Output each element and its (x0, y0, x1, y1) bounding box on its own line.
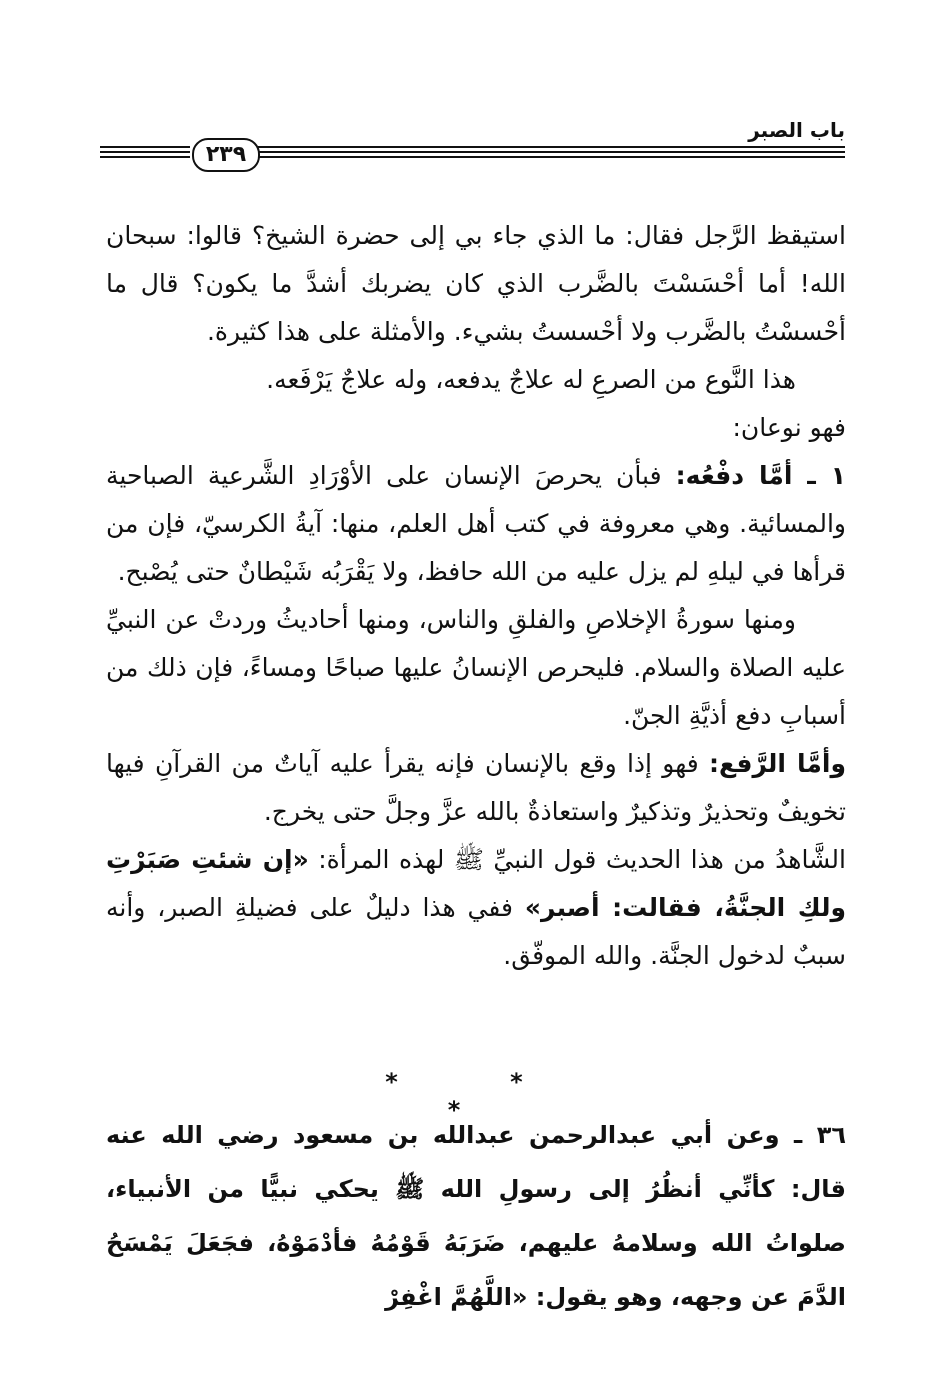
page-header (100, 118, 845, 168)
paragraph-text: فبأن يحرصَ الإنسان على الأوْرَادِ الشَّرعية الصباحية والمسائية. وهي معروفة في كتب أهل العلم، منها: آيةُ الكرسيّ، فإن من قرأها في ليلهِ لم يزل عليه من الله حافظ، ولا يَقْرَبُه شَيْطانٌ حتى يُصْبح. (106, 461, 846, 586)
body-text (106, 212, 846, 980)
paragraph-text: ففي هذا دليلٌ على فضيلةِ الصبر، وأنه سببٌ لدخول الجنَّة. والله الموفّق. (106, 893, 846, 970)
rule-line (258, 146, 845, 148)
paragraph (106, 452, 846, 596)
hadith-quote: «إن شئتِ صَبَرْتِ ولكِ الجنَّةُ، فقالت: أصبر» (106, 845, 847, 922)
page-number: ٢٣٩ (192, 138, 260, 172)
hadith-text (106, 1108, 846, 1324)
rule-line (100, 156, 190, 158)
hadith-paragraph: ٣٦ ـ وعن أبي عبدالرحمن عبدالله بن مسعود رضي الله عنه قال: كأنِّي أنظُرُ إلى رسولِ الله ﷺ يحكي نبيًّا من الأنبياء، صلواتُ الله وسلامهُ عليهم، ضَرَبَهُ قَوْمُهُ فأدْمَوْهُ، فجَعَلَ يَمْسَحُ الدَّمَ عن وجهه، وهو يقول: «اللَّهُمَّ اغْفِرْ (106, 1121, 846, 1311)
paragraph (106, 836, 846, 980)
rule-line (258, 156, 845, 158)
paragraph: هذا النَّوع من الصرعِ له علاجٌ يدفعه، وله علاجٌ يَرْفَعه. (266, 365, 796, 394)
paragraph: فهو نوعان: (732, 413, 846, 442)
paragraph-text: الشَّاهدُ من هذا الحديث قول النبيِّ ﷺ لهذه المرأة: (318, 845, 846, 874)
rule-line (258, 151, 845, 153)
paragraph-text: فهو إذا وقع بالإنسان فإنه يقرأ عليه آياتٌ من القرآنِ فيها تخويفٌ وتحذيرٌ وتذكيرٌ واستعاذةٌ بالله عزَّ وجلَّ حتى يخرج. (106, 749, 846, 826)
section-separator: * * * (385, 1068, 575, 1124)
rule-line (100, 146, 190, 148)
paragraph: ومنها سورةُ الإخلاصِ والفلقِ والناس، ومنها أحاديثُ وردتْ عن النبيِّ عليه الصلاة والسلام. فليحرص الإنسانُ عليها صباحًا ومساءً، فإن ذلك من أسبابِ دفع أذيَّةِ الجنّ. (106, 605, 846, 730)
section-heading: ١ ـ أمَّا دفْعُه: (675, 461, 846, 490)
chapter-title: باب الصبر (748, 118, 845, 142)
paragraph: استيقظ الرَّجل فقال: ما الذي جاء بي إلى حضرة الشيخ؟ قالوا: سبحان الله! أما أحْسَسْتَ بالضَّرب الذي كان يضربك أشدَّ ما يكون؟ قال ما أحْسسْتُ بالضَّرب ولا أحْسستُ بشيء. والأمثلة على هذا كثيرة. (106, 221, 846, 346)
section-heading: وأمَّا الرَّفع: (709, 749, 846, 778)
rule-line (100, 151, 190, 153)
paragraph (106, 740, 846, 836)
